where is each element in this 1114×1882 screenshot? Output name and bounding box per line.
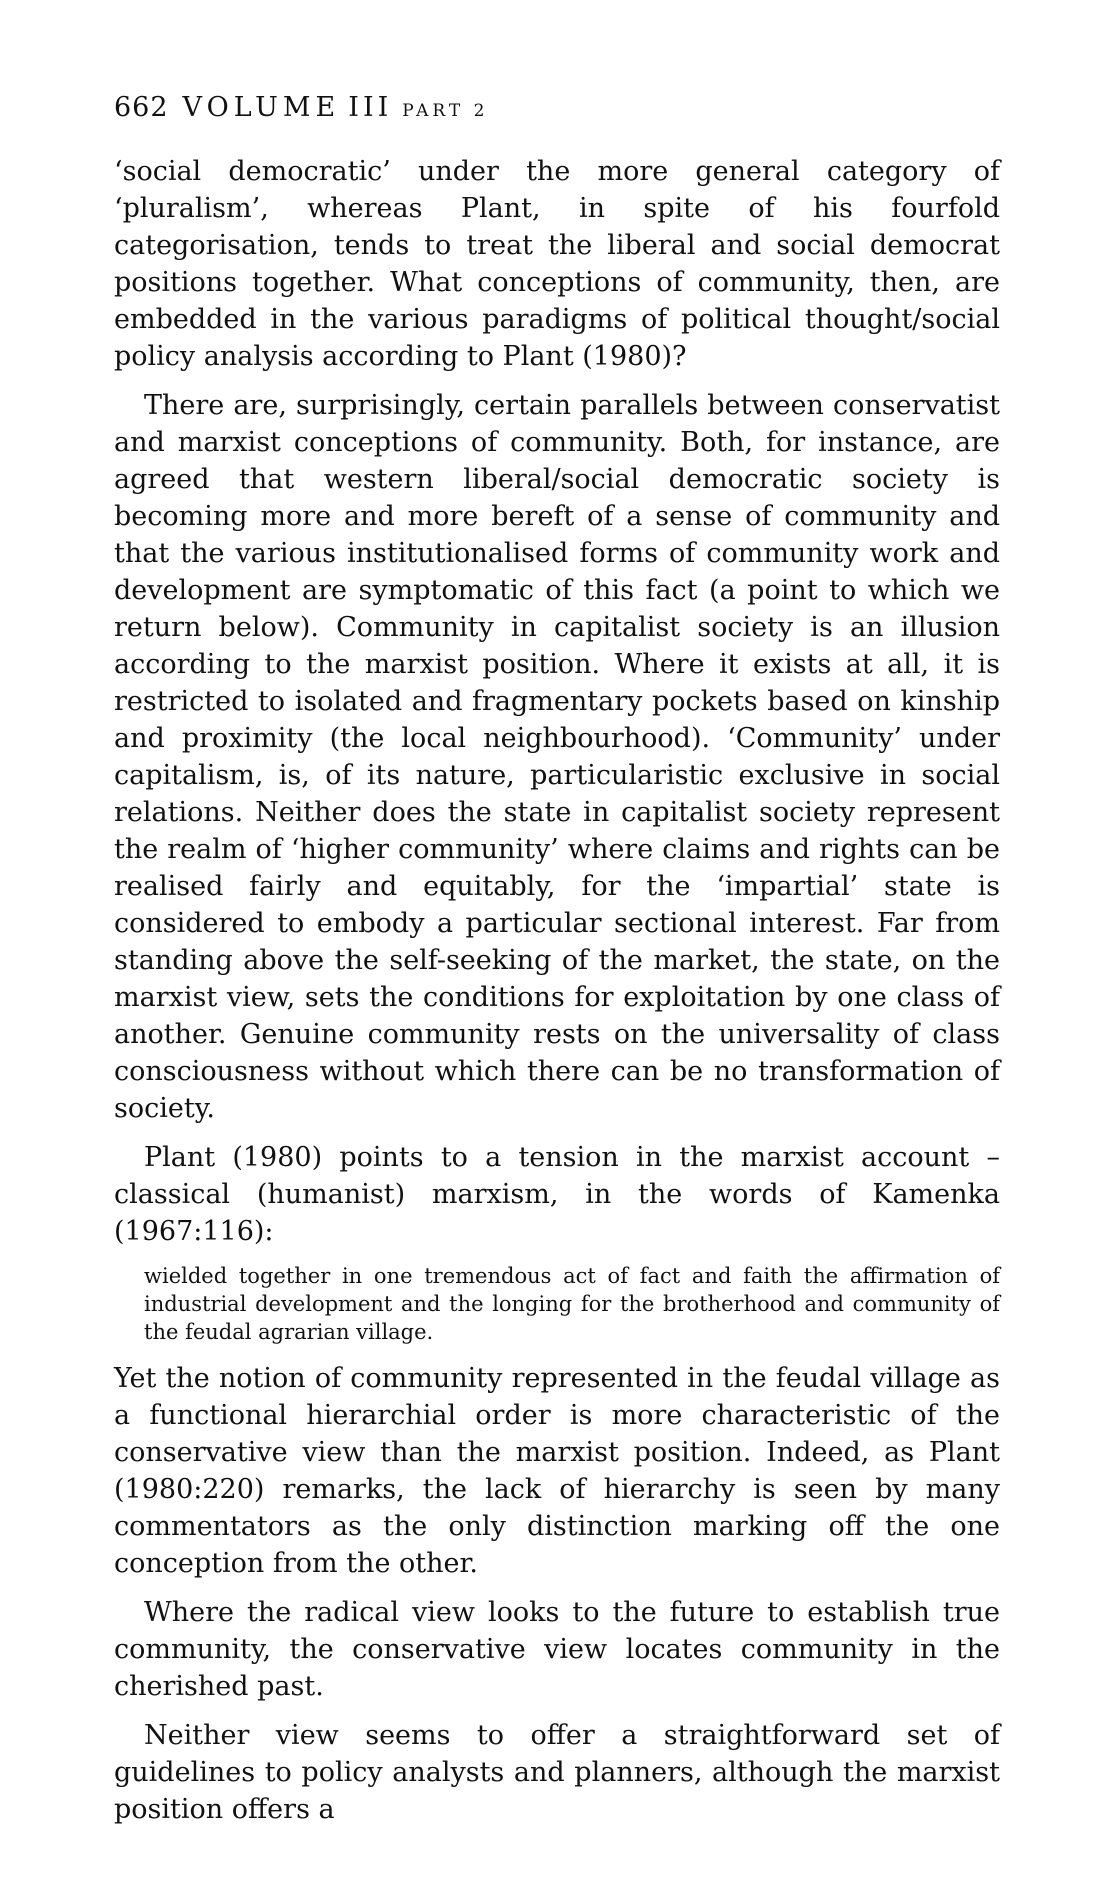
paragraph-1: ‘social democratic’ under the more general category of ‘pluralism’, whereas Plant, in spite of his fourfold categorisation, tends to treat the liberal and social democrat positions together. What conceptions of community, then, are embedded in the various paradigms of political thought/social policy analysis according to Plant (1980)? bbox=[114, 156, 1000, 372]
page-number: 662 bbox=[114, 92, 169, 123]
running-head bbox=[114, 92, 1000, 123]
block-quote: wielded together in one tremendous act of fact and faith the affirmation of industrial development and the longing for the brotherhood and community of the feudal agrarian village. bbox=[144, 1264, 1000, 1344]
paragraph-3: Plant (1980) points to a tension in the marxist account – classical (humanist) marxism, in the words of Kamenka (1967:116): bbox=[114, 1142, 1000, 1247]
paragraph-2: There are, surprisingly, certain parallels between conservatist and marxist conceptions of community. Both, for instance, are agreed that western liberal/social democratic society is becoming more and more bereft of a sense of community and that the various institutionalised forms of community work and development are symptomatic of this fact (a point to which we return below). Community in capitalist society is an illusion according to the marxist position. Where it exists at all, it is restricted to isolated and fragmentary pockets based on kinship and proximity (the local neighbourhood). ‘Community’ under capitalism, is, of its nature, particularistic exclusive in social relations. Neither does the state in capitalist society represent the realm of ‘higher community’ where claims and rights can be realised fairly and equitably, for the ‘impartial’ state is considered to embody a particular sectional interest. Far from standing above the self-seeking of the market, the state, on the marxist view, sets the conditions for exploitation by one class of another. Genuine community rests on the universality of class consciousness without which there can be no transformation of society. bbox=[114, 390, 1000, 1124]
part-label: PART 2 bbox=[402, 101, 489, 121]
volume-label: VOLUME bbox=[182, 92, 341, 123]
volume-number: III bbox=[348, 92, 393, 123]
paragraph-6: Neither view seems to offer a straightforward set of guidelines to policy analysts and planners, although the marxist position offers a bbox=[114, 1720, 1000, 1825]
body-text bbox=[114, 153, 1000, 1828]
paragraph-5: Where the radical view looks to the future to establish true community, the conservative view locates community in the cherished past. bbox=[114, 1597, 1000, 1702]
paragraph-4: Yet the notion of community represented in the feudal village as a functional hierarchial order is more characteristic of the conservative view than the marxist position. Indeed, as Plant (1980:220) remarks, the lack of hierarchy is seen by many commentators as the only distinction marking off the one conception from the other. bbox=[114, 1363, 1000, 1579]
